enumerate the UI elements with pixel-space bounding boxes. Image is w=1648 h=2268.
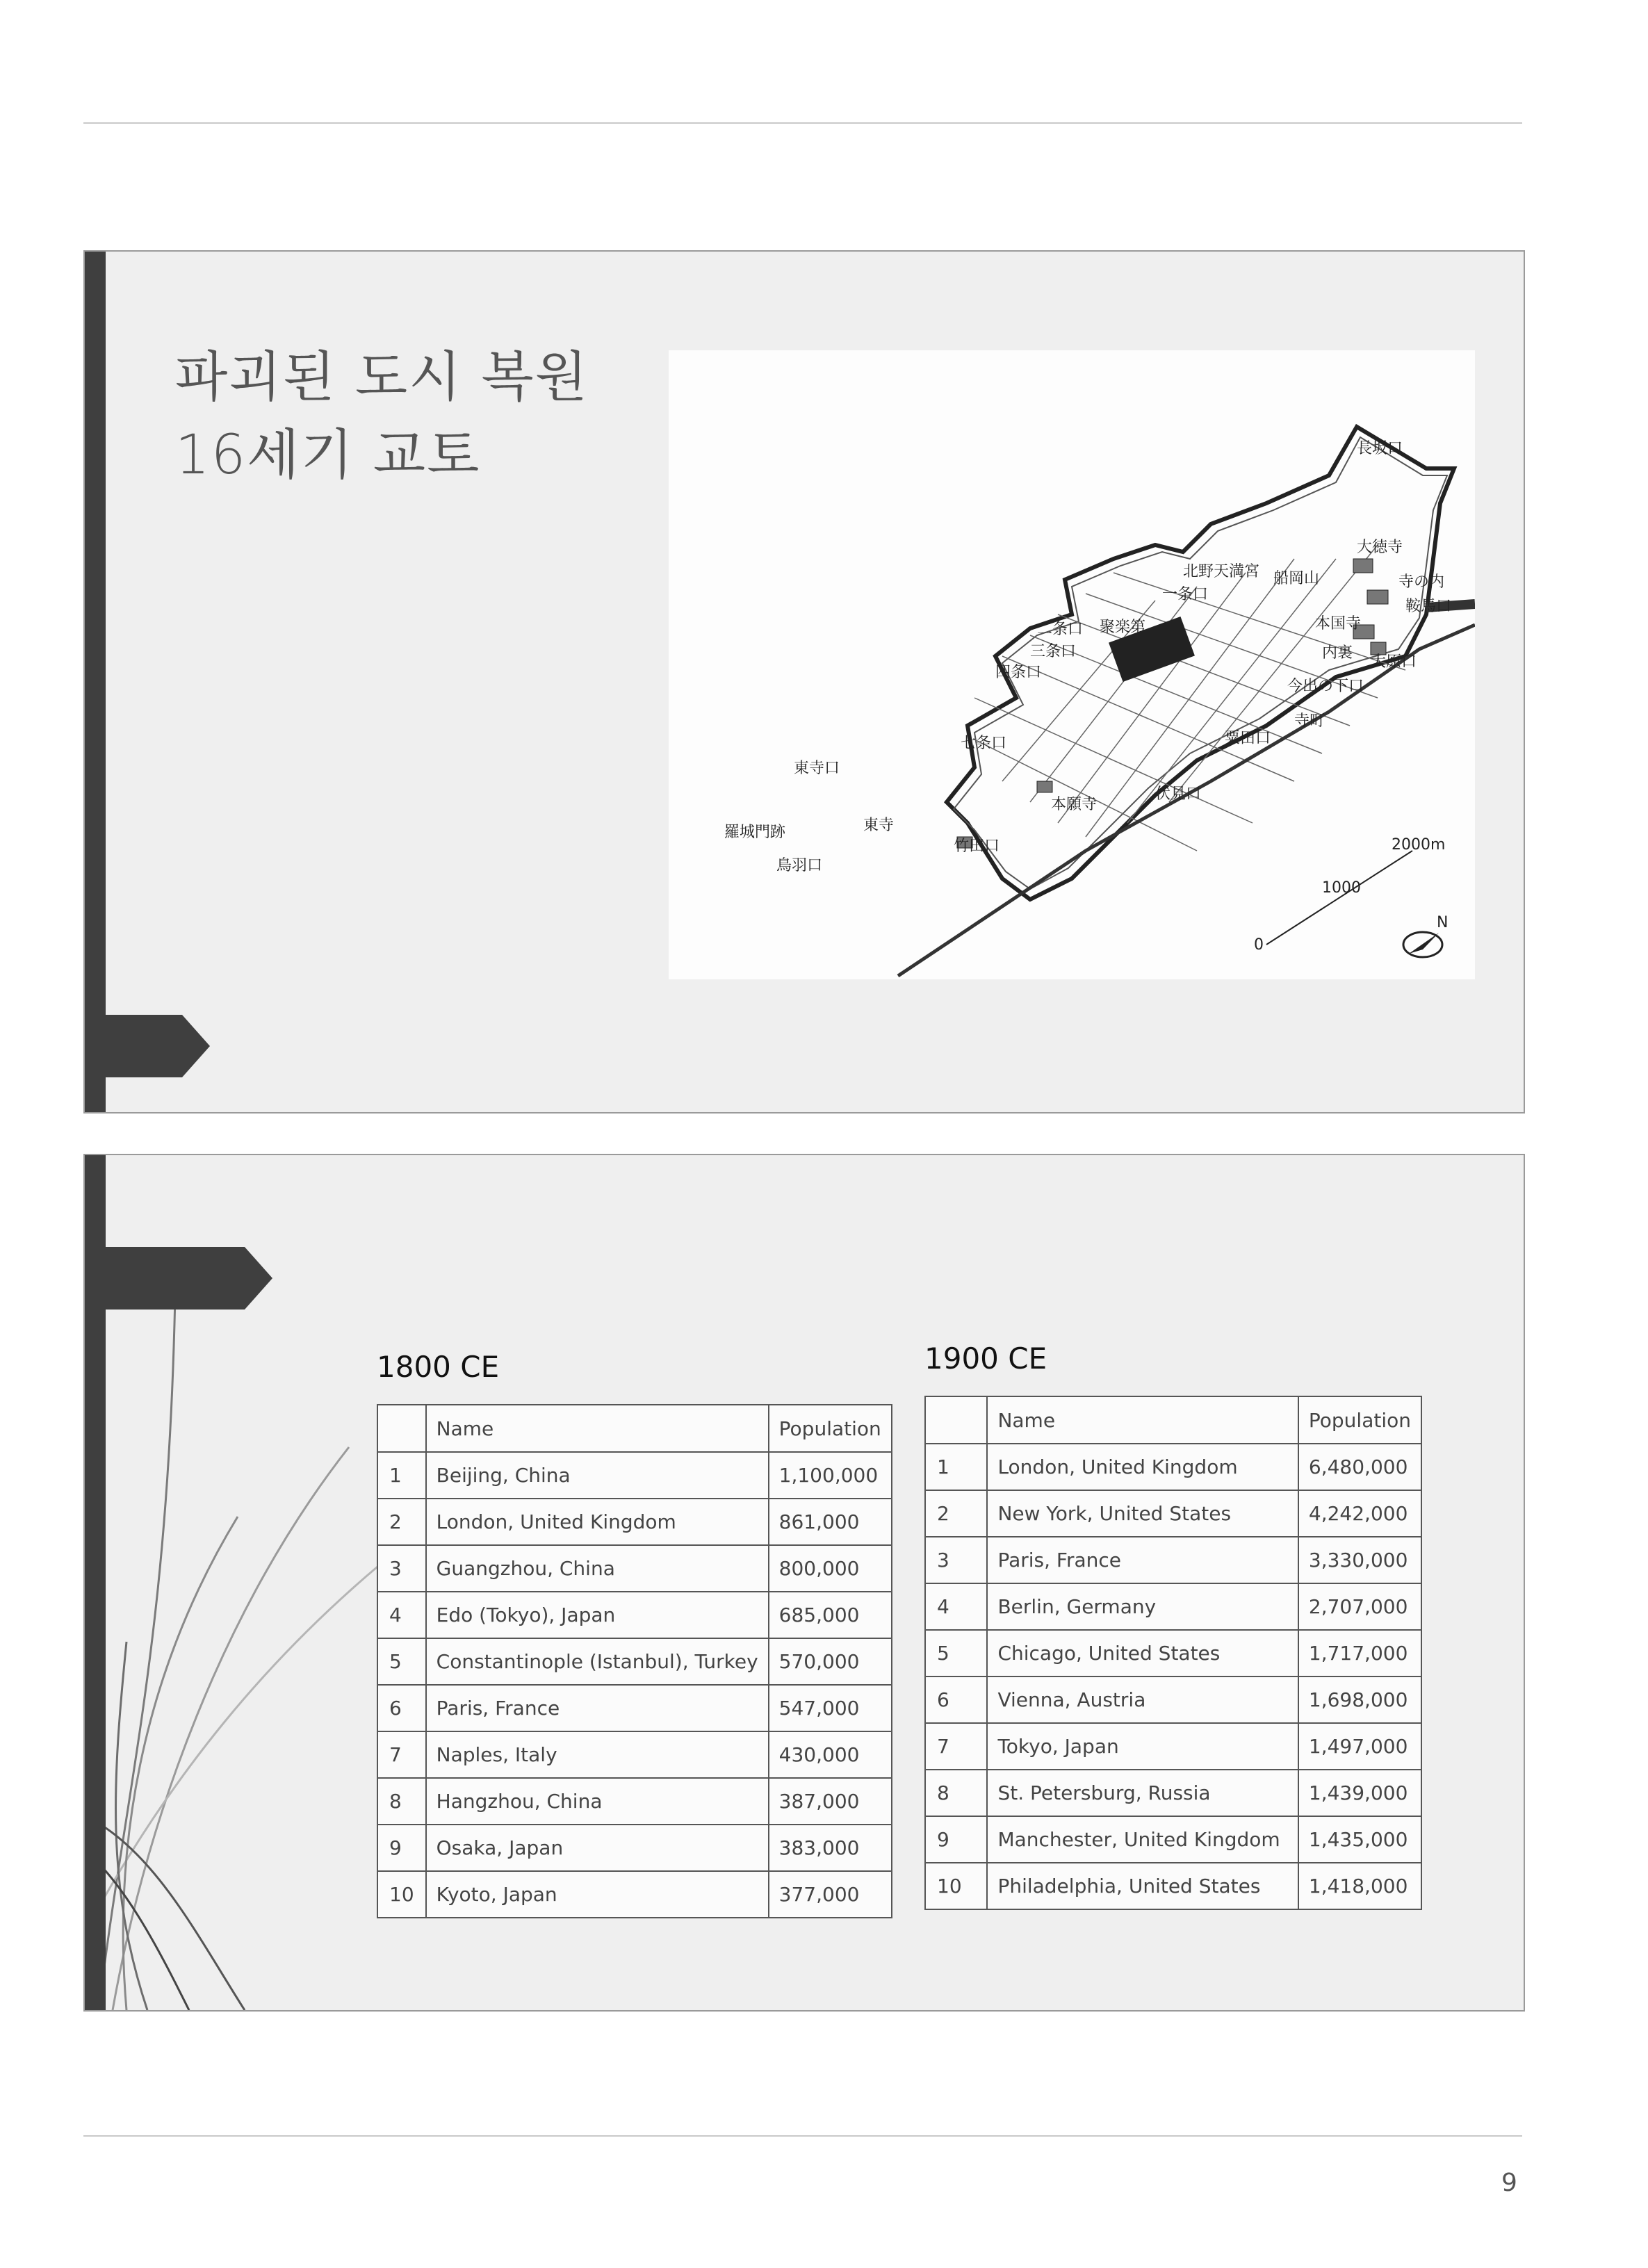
teranouchi-block [1367,590,1388,604]
row-name: Chicago, United States [987,1630,1298,1676]
map-label-honkokuji: 本国寺 [1315,615,1362,633]
row-rank: 3 [925,1537,987,1583]
row-rank: 2 [377,1499,426,1545]
header-population: Population [769,1405,892,1452]
map-label-ichijo: 一条口 [1162,586,1209,603]
map-label-toji: 東寺 [863,817,895,834]
row-rank: 8 [377,1778,426,1825]
row-rank: 10 [925,1863,987,1909]
scale-label-zero: 0 [1254,936,1264,954]
row-population: 387,000 [769,1778,892,1825]
table-row [925,1863,1421,1909]
table-row [377,1545,892,1592]
row-population: 861,000 [769,1499,892,1545]
table-row [925,1537,1421,1583]
slide-kyoto-map [83,250,1525,1113]
map-label-toba: 鳥羽口 [776,857,823,874]
row-rank: 5 [925,1630,987,1676]
row-rank: 7 [925,1723,987,1770]
row-population: 2,707,000 [1298,1583,1421,1630]
slide-title-line2: 16세기 교토 [175,424,481,487]
row-population: 4,242,000 [1298,1490,1421,1537]
row-rank: 6 [925,1676,987,1723]
slide-title [175,338,589,494]
table-row [925,1676,1421,1723]
table-row [925,1583,1421,1630]
row-name: Kyoto, Japan [426,1871,769,1918]
scale-label-mid: 1000 [1322,879,1361,897]
map-label-honganji: 本願寺 [1051,796,1098,813]
header-rank [925,1396,987,1444]
row-rank: 1 [377,1452,426,1499]
map-label-nagasaka: 長坂口 [1357,440,1403,457]
honganji-block [1037,781,1052,792]
map-label-jurakudai: 聚楽第 [1100,619,1146,636]
row-rank: 9 [925,1816,987,1863]
map-label-imade: 今出の下口 [1287,678,1364,695]
map-label-kurama: 鞍馬口 [1405,598,1452,615]
header-name: Name [987,1396,1298,1444]
row-name: Paris, France [987,1537,1298,1583]
map-label-teranouchi: 寺の内 [1398,573,1445,591]
slide-arrow-marker [85,1015,210,1077]
map-label-sanjo: 三条口 [1030,643,1077,660]
row-population: 377,000 [769,1871,892,1918]
row-name: New York, United States [987,1490,1298,1537]
row-population: 6,480,000 [1298,1444,1421,1490]
row-name: Edo (Tokyo), Japan [426,1592,769,1638]
row-name: Beijing, China [426,1452,769,1499]
row-name: Philadelphia, United States [987,1863,1298,1909]
map-scale-bar [1254,836,1445,954]
row-rank: 4 [925,1583,987,1630]
table-row [377,1825,892,1871]
row-population: 547,000 [769,1685,892,1731]
bottom-rule [83,2135,1522,2137]
row-population: 3,330,000 [1298,1537,1421,1583]
table-row [377,1499,892,1545]
map-label-nijo: 二条口 [1037,621,1084,638]
row-population: 685,000 [769,1592,892,1638]
row-name: Hangzhou, China [426,1778,769,1825]
row-population: 570,000 [769,1638,892,1685]
map-place-labels [724,440,1451,874]
table-row [377,1592,892,1638]
header-population: Population [1298,1396,1421,1444]
row-rank: 4 [377,1592,426,1638]
row-name: Manchester, United Kingdom [987,1816,1298,1863]
table-row [377,1731,892,1778]
population-table-1900 [924,1396,1422,1910]
row-rank: 8 [925,1770,987,1816]
map-label-awata: 粟田口 [1225,730,1271,747]
row-name: Berlin, Germany [987,1583,1298,1630]
map-label-ohara: 大原口 [1371,653,1417,671]
table-header-row [925,1396,1421,1444]
row-name: Osaka, Japan [426,1825,769,1871]
row-name: Constantinople (Istanbul), Turkey [426,1638,769,1685]
caption-1800: 1800 CE [377,1350,500,1384]
kyoto-map-drawing [669,350,1475,979]
map-label-fushimi: 伏見口 [1155,785,1202,803]
row-name: Vienna, Austria [987,1676,1298,1723]
row-rank: 6 [377,1685,426,1731]
row-rank: 9 [377,1825,426,1871]
row-population: 1,497,000 [1298,1723,1421,1770]
row-rank: 3 [377,1545,426,1592]
scale-label-end: 2000m [1392,836,1446,854]
row-population: 430,000 [769,1731,892,1778]
row-population: 383,000 [769,1825,892,1871]
population-table-1800 [377,1404,892,1918]
row-population: 1,439,000 [1298,1770,1421,1816]
kyoto-map-figure [669,350,1475,979]
row-name: Guangzhou, China [426,1545,769,1592]
row-rank: 2 [925,1490,987,1537]
table-row [377,1778,892,1825]
row-population: 1,698,000 [1298,1676,1421,1723]
top-rule [83,122,1522,124]
table-row [377,1638,892,1685]
map-label-takeda: 竹田口 [954,838,1000,855]
row-population: 800,000 [769,1545,892,1592]
row-name: Naples, Italy [426,1731,769,1778]
table-row [925,1630,1421,1676]
page-number: 9 [1501,2169,1517,2197]
table-row [377,1685,892,1731]
map-label-funaokayama: 船岡山 [1273,570,1320,587]
row-population: 1,418,000 [1298,1863,1421,1909]
map-label-kitano: 北野天満宮 [1183,563,1260,580]
daitokuji-block [1353,559,1373,573]
table-row [377,1871,892,1918]
table-row [925,1490,1421,1537]
map-label-rashomon: 羅城門跡 [724,824,786,841]
row-name: St. Petersburg, Russia [987,1770,1298,1816]
row-name: London, United Kingdom [426,1499,769,1545]
table-row [925,1770,1421,1816]
header-name: Name [426,1405,769,1452]
map-label-shichijo: 七条口 [961,735,1007,752]
slide-population-tables [83,1154,1525,2012]
row-population: 1,435,000 [1298,1816,1421,1863]
caption-1900: 1900 CE [924,1341,1047,1376]
slide-sidebar-bar [85,252,106,1112]
header-rank [377,1405,426,1452]
table-row [925,1816,1421,1863]
row-population: 1,100,000 [769,1452,892,1499]
map-label-dairi: 内裏 [1322,644,1353,662]
map-label-tojiguchi: 東寺口 [794,760,840,777]
row-name: London, United Kingdom [987,1444,1298,1490]
row-rank: 1 [925,1444,987,1490]
row-rank: 7 [377,1731,426,1778]
map-label-teramachi: 寺町 [1294,712,1325,730]
map-label-daitokuji: 大徳寺 [1357,539,1403,556]
north-label: N [1437,914,1449,931]
row-name: Tokyo, Japan [987,1723,1298,1770]
table-row [925,1444,1421,1490]
table-header-row [377,1405,892,1452]
map-label-shijo: 四条口 [995,664,1042,681]
row-name: Paris, France [426,1685,769,1731]
row-rank: 10 [377,1871,426,1918]
slide-arrow-marker [85,1247,272,1310]
row-population: 1,717,000 [1298,1630,1421,1676]
table-row [377,1452,892,1499]
row-rank: 5 [377,1638,426,1685]
table-row [925,1723,1421,1770]
north-arrow-icon [1403,914,1448,957]
slide-title-line1: 파괴된 도시 복원 [175,346,589,409]
